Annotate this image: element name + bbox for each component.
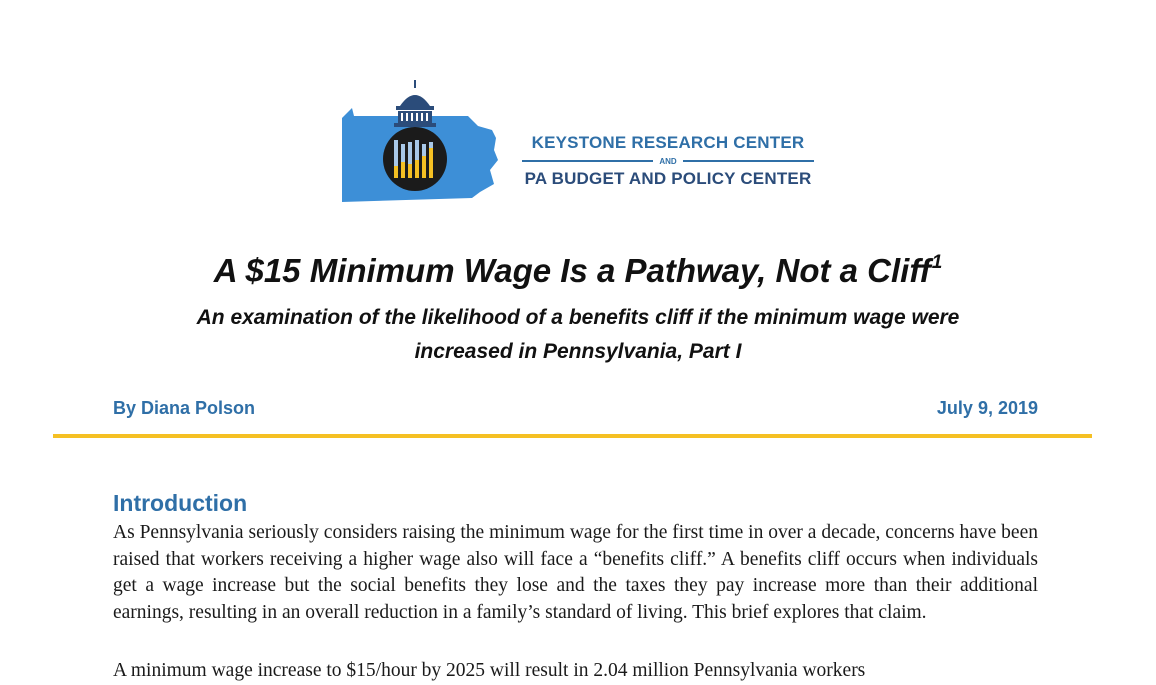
document-title-text: A $15 Minimum Wage Is a Pathway, Not a Cliff (213, 252, 931, 289)
intro-paragraph: As Pennsylvania seriously considers raising the minimum wage for the first time in over a decade, concerns have been raised that workers receiving a higher wage also will face a “benefits cliff.” A benefits cliff occurs when individuals get a wage increase but the social benefits they lose and the taxes they pay increase more than their additional earnings, resulting in an overall reduction in a family’s standard of living. This brief explores that claim. (113, 522, 1038, 623)
section-heading-introduction: Introduction (113, 490, 248, 516)
org-rule-left (522, 160, 653, 162)
organization-logo-icon (340, 80, 500, 204)
organization-name (522, 132, 814, 190)
author-byline: By Diana Polson (113, 398, 256, 418)
header-divider (53, 434, 1092, 438)
publication-date: July 9, 2019 (936, 398, 1038, 418)
org-and-divider (522, 154, 814, 168)
document-subtitle: An examination of the likelihood of a benefits cliff if the minimum wage were increased in Pennsylvania, Part I (196, 306, 960, 363)
org-rule-right (683, 160, 814, 162)
org-name-line2: PA BUDGET AND POLICY CENTER (524, 169, 812, 188)
title-footnote-marker[interactable]: 1 (931, 252, 943, 273)
org-and-label: AND (659, 156, 677, 166)
document-title (0, 252, 1156, 290)
capitol-dome (394, 80, 436, 127)
body-paragraph: A minimum wage increase to $15/hour by 2025 will result in 2.04 million Pennsylvania workers (113, 660, 866, 681)
org-name-line1: KEYSTONE RESEARCH CENTER (531, 133, 805, 152)
